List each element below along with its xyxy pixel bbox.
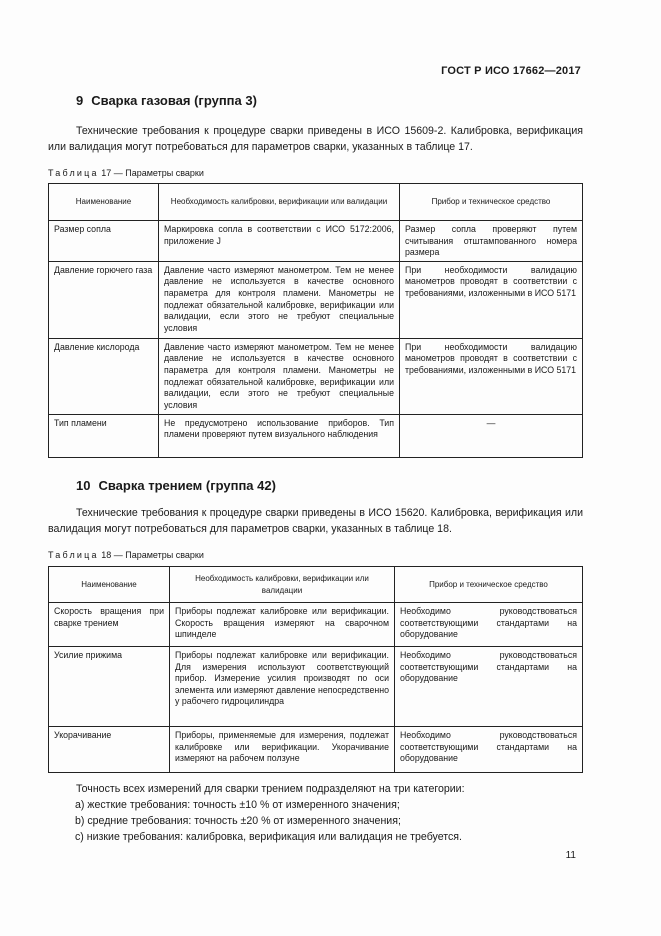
section-9-number: 9 [76, 93, 84, 108]
section-10-number: 10 [76, 478, 91, 493]
table-17 [48, 183, 583, 458]
section-9-heading [76, 93, 257, 108]
column-header: Необходимость калибровки, верификации или валидации [170, 567, 395, 603]
table-17-caption-title: 17 — Параметры сварки [101, 168, 204, 178]
section-9-title: Сварка газовая (группа 3) [91, 93, 257, 108]
table-18-caption [48, 550, 204, 560]
table-row [49, 603, 583, 647]
section-9-text: Технические требования к процедуре сварки приведены в ИСО 15609-2. Калибровка, верификация или валидация могут потребоваться для параметров сварки, указанных в таблице 17. [48, 125, 583, 153]
section-10-title: Сварка трением (группа 42) [98, 478, 276, 493]
table-row [49, 221, 583, 262]
table-17-caption [48, 168, 204, 178]
list-item: c) низкие требования: калибровка, верификация или валидация не требуется. [75, 831, 462, 843]
section-10-text: Технические требования к процедуре сварки приведены в ИСО 15620. Калибровка, верификация или валидация могут потребоваться для параметров сварки, указанных в таблице 18. [48, 507, 583, 535]
page-number: 11 [565, 850, 576, 861]
table-cell: Приборы, применяемые для измерения, подлежат калибровке или верификации. Укорачивание измеряют на рабочем ползуне [170, 727, 395, 773]
column-header: Прибор и техническое средство [395, 567, 583, 603]
accuracy-intro: Точность всех измерений для сварки трением подразделяют на три категории: [76, 783, 465, 795]
document-id: ГОСТ Р ИСО 17662—2017 [441, 65, 581, 77]
table-cell: Размер сопла [49, 221, 159, 262]
table-cell: Тип пламени [49, 414, 159, 457]
table-18-caption-label: Таблица [48, 550, 99, 560]
table-header-row [49, 184, 583, 221]
table-cell: Маркировка сопла в соответствии с ИСО 5172:2006, приложение J [159, 221, 400, 262]
table-cell: При необходимости валидацию манометров проводят в соответствии с требованиями, изложенными в ИСО 5171 [400, 261, 583, 338]
table-cell: При необходимости валидацию манометров проводят в соответствии с требованиями, изложенными в ИСО 5171 [400, 338, 583, 414]
table-cell: Не предусмотрено использование приборов. Тип пламени проверяют путем визуального наблюдения [159, 414, 400, 457]
table-cell: Приборы подлежат калибровке или верификации. Для измерения используют соответствующий прибор. Измерение усилия производят по оси элемента или измеряют давление непосредственно у рабочего гидроцилиндра [170, 647, 395, 727]
table-cell: Необходимо руководствоваться соответствующими стандартами на оборудование [395, 647, 583, 727]
table-cell: Необходимо руководствоваться соответствующими стандартами на оборудование [395, 727, 583, 773]
column-header: Необходимость калибровки, верификации или валидации [159, 184, 400, 221]
table-row [49, 261, 583, 338]
table-row [49, 414, 583, 457]
table-cell: Приборы подлежат калибровке или верификации. Скорость вращения измеряют на сварочном шпинделе [170, 603, 395, 647]
table-cell: Давление часто измеряют манометром. Тем не менее давление не используется в качестве основного параметра для контроля пламени. Манометры не подлежат обязательной калибровке, верификации или валидации, если этого не требуют специальные условия [159, 261, 400, 338]
table-18 [48, 566, 583, 773]
table-cell: Усилие прижима [49, 647, 170, 727]
table-17-caption-label: Таблица [48, 168, 99, 178]
table-cell: Давление горючего газа [49, 261, 159, 338]
table-18-caption-title: 18 — Параметры сварки [101, 550, 204, 560]
column-header: Наименование [49, 567, 170, 603]
table-cell: Укорачивание [49, 727, 170, 773]
list-item: b) средние требования: точность ±20 % от измеренного значения; [75, 815, 401, 827]
table-cell: Скорость вращения при сварке трением [49, 603, 170, 647]
table-cell: Размер сопла проверяют путем считывания отштампованного номера размера [400, 221, 583, 262]
table-row [49, 338, 583, 414]
table-row [49, 727, 583, 773]
column-header: Прибор и техническое средство [400, 184, 583, 221]
table-row [49, 647, 583, 727]
column-header: Наименование [49, 184, 159, 221]
accuracy-list [48, 781, 583, 845]
table-header-row [49, 567, 583, 603]
table-cell: Давление часто измеряют манометром. Тем не менее давление не используется в качестве основного параметра для контроля пламени. Манометры не подлежат обязательной калибровке, верификации или валидации, если этого не требуют специальные условия [159, 338, 400, 414]
table-cell: Давление кислорода [49, 338, 159, 414]
section-10-heading [76, 478, 276, 493]
list-item: a) жесткие требования: точность ±10 % от измеренного значения; [75, 799, 400, 811]
table-cell: — [400, 414, 583, 457]
table-cell: Необходимо руководствоваться соответствующими стандартами на оборудование [395, 603, 583, 647]
